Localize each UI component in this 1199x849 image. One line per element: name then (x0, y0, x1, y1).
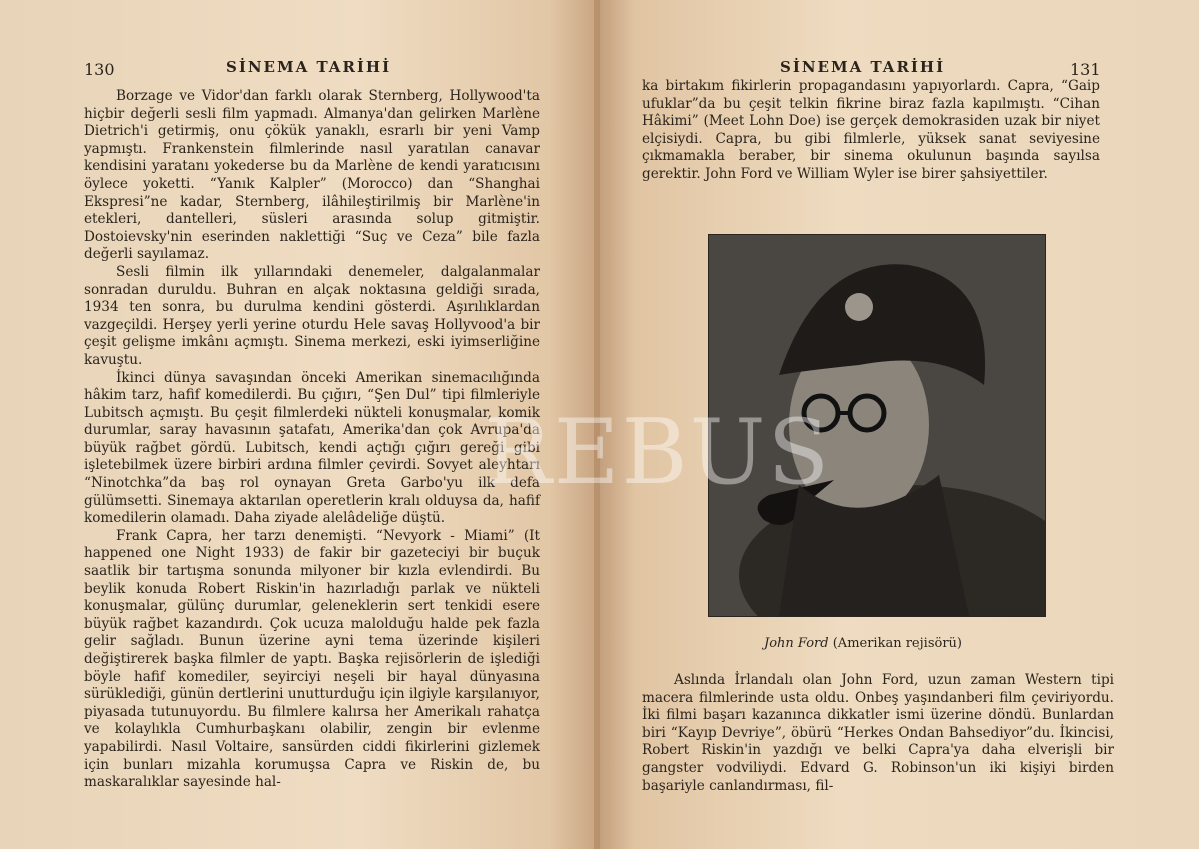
right-bottom-text (642, 672, 1114, 795)
right-top-text (642, 78, 1100, 184)
caption-description: (Amerikan rejisörü) (832, 636, 962, 651)
running-header: SİNEMA TARİHİ (780, 58, 946, 76)
paragraph: Borzage ve Vidor'dan farklı olarak Sternberg, Hollywood'ta hiçbir değerli sesli film yapmadı. Almanya'dan gelirken Marlène Dietrich'i getirmiş, onu çökük yanaklı, esrarlı bir yeni Vamp yapmıştı. Frankenstein filmlerinde nasıl yaratılan canavar kendisini yaratanı yokederse bu da Marlène de kendi yaratıcısını öylece yoketti. “Yanık Kalpler” (Morocco) dan “Shanghai Ekspresi”ne kadar, Sternberg, ilâhileştirilmiş bir Marlène'in etekleri, dantelleri, süsleri arasında solup gitmiştir. Dostoievsky'nin eserinden naklettiği “Suç ve Ceza” bile fazla değerli sayılamaz. (84, 88, 540, 263)
paragraph: ka birtakım fikirlerin propagandasını yapıyorlardı. Capra, “Gaip ufuklar”da bu çeşit telkin fikrine biraz fazla kapılmıştı. “Cihan Hâkimi” (Meet Lohn Doe) ise gerçek demokrasiden uzak bir niyet elçisiydi. Capra, bu gibi filmlerle, yüksek sanat seviyesine çıkmamakla beraber, bir sinema okulunun başında sayılsa gerektir. John Ford ve William Wyler ise birer şahsiyettiler. (642, 78, 1100, 182)
left-body-text (84, 88, 540, 792)
watermark: REBUS (484, 400, 832, 505)
page-number: 130 (84, 60, 115, 79)
paragraph: Frank Capra, her tarzı denemişti. “Nevyork - Miami” (It happened one Night 1933) de fakir bir gazeteciyi bir buçuk saatlik bir tartışma sonunda milyoner bir kızla evlendirdi. Bu beylik konuda Robert Riskin'in hazırladığı parlak ve nükteli konuşmalar, gülünç durumlar, geleneklerin sert tenkidi esere büyük rağbet kazandırdı. Çok ucuza malolduğu halde pek fazla gelir sağladı. Bunun üzerine ayni tema üzerinde kişileri değiştirerek başka filmler de yaptı. Başka rejisörlerin de işlediği böyle hafif komediler, seyirciyi neşeli bir hayal dünyasına sürüklediği, günün dertlerini unutturduğu için ilgiyle karşılanıyor, piyasada tutunuyordu. Bu filmlere kalırsa her Amerikalı rahatça ve kolaylıkla Cumhurbaşkanı olabilir, zengin bir evlenme yapabilirdi. Nasıl Voltaire, sansürden ciddi fikirlerini gizlemek için bunları mizahla korumuşsa Capra ve Riskin de, bu maskaralıklar sayesinde hal- (84, 527, 540, 791)
photo-caption (764, 636, 962, 651)
running-header: SİNEMA TARİHİ (226, 58, 392, 76)
paragraph: Aslında İrlandalı olan John Ford, uzun zaman Western tipi macera filmlerinde usta oldu. Onbeş yaşındanberi film çeviriyordu. İki filmi başarı kazanınca dikkatler ismi üzerine döndü. Bunlardan biri “Kayıp Devriye”, öbürü “Herkes Ondan Bahsediyor”du. İkincisi, Robert Riskin'in yazdığı ve belki Capra'ya daha elverişli bir gangster vodviliydi. Edvard G. Robinson'un iki kişiyi birden başariyle canlandırması, fil- (642, 672, 1114, 794)
page-number: 131 (1070, 60, 1101, 79)
paragraph: İkinci dünya savaşından önceki Amerikan sinemacılığında hâkim tarz, hafif komedilerdi. Bu çığırı, “Şen Dul” tipi filmleriyle Lubitsch açmıştı. Bu çeşit filmlerdeki nükteli konuşmalar, komik durumlar, saray havasının şatafatı, Amerika'dan çok Avrupa'da büyük rağbet gördü. Lubitsch, kendi açtığı çığırı gereği gibi işletebilmek üzere birbiri ardına filmler çevirdi. Sovyet aleyhtarı “Ninotchka”da baş rol oynayan Greta Garbo'yu ilk defa gülümsetti. Sinemaya aktarılan operetlerin kralı olduysa da, hafif komedilerin olamadı. Daha ziyade alelâdeliğe düştü. (84, 369, 540, 527)
paragraph: Sesli filmin ilk yıllarındaki denemeler, dalgalanmalar sonradan duruldu. Buhran en alçak noktasına geldiği sırada, 1934 ten sonra, bu durulma kendini gösterdi. Aşırılıklardan vazgeçildi. Herşey yerli yerine oturdu Hele savaş Hollyvood'a bir çeşit gelişme imkânı açmıştı. Sinema merkezi, eski iyimserliğine kavuştu. (84, 263, 540, 368)
caption-name: John Ford (764, 636, 829, 651)
